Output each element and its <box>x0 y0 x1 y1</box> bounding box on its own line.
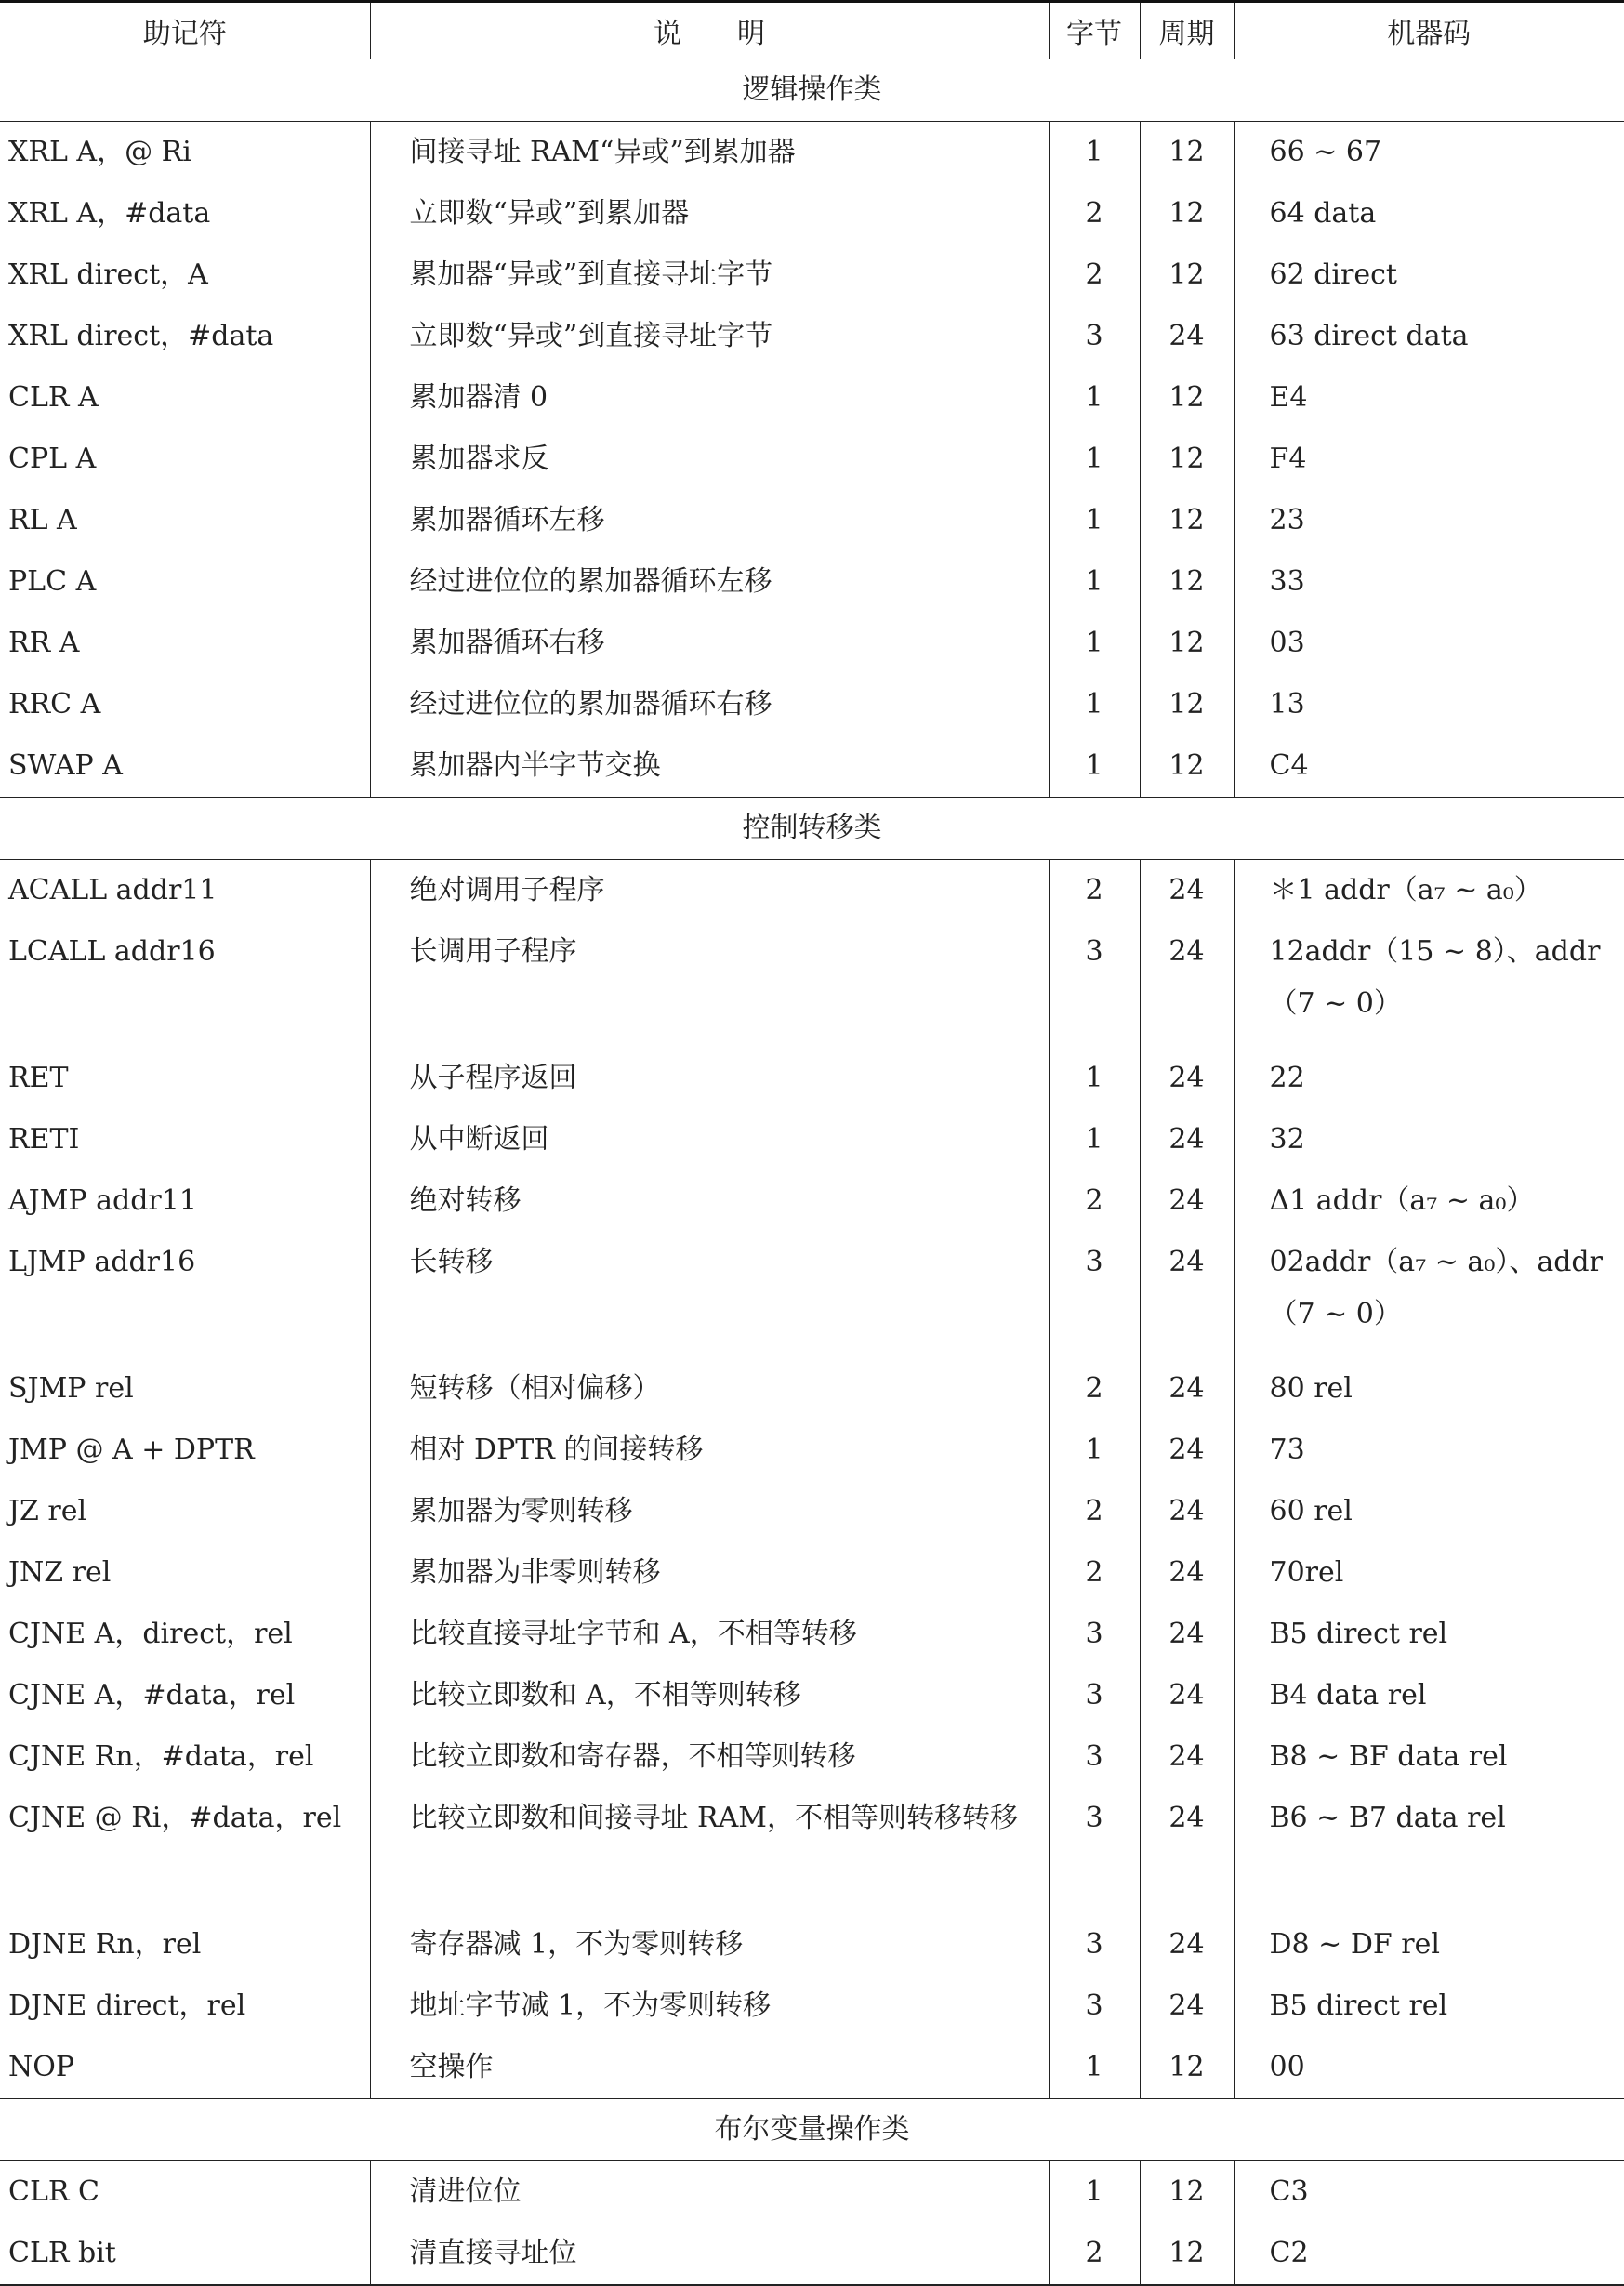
bytes-cell: 3 <box>1049 1726 1140 1788</box>
table-row <box>0 674 1624 735</box>
cycles-cell: 12 <box>1140 674 1234 735</box>
bytes-cell: 2 <box>1049 1542 1140 1604</box>
mnemonic-cell: SWAP A <box>8 749 123 782</box>
description-cell: 空操作 <box>370 2037 1049 2099</box>
mnemonic-cell: ACALL addr11 <box>8 874 218 906</box>
bytes-cell: 1 <box>1049 2161 1140 2224</box>
cycles-cell: 12 <box>1140 735 1234 798</box>
header-cycles: 周期 <box>1140 2 1234 59</box>
bytes-cell: 1 <box>1049 122 1140 184</box>
machine-code-cell: ＊1 addr（a₇ ~ a₀） <box>1234 860 1624 922</box>
table-row <box>0 1788 1624 1914</box>
cycles-cell: 24 <box>1140 860 1234 922</box>
table-row <box>0 306 1624 367</box>
section-row <box>0 798 1624 860</box>
cycles-cell: 24 <box>1140 1420 1234 1481</box>
bytes-cell: 1 <box>1049 551 1140 613</box>
bytes-cell: 1 <box>1049 1420 1140 1481</box>
bytes-cell: 1 <box>1049 367 1140 429</box>
machine-code-cell: E4 <box>1234 367 1624 429</box>
description-cell: 长转移 <box>370 1232 1049 1358</box>
table-row <box>0 1358 1624 1420</box>
machine-code-cell: 22 <box>1234 1048 1624 1109</box>
cycles-cell: 12 <box>1140 244 1234 306</box>
machine-code-cell: 63 direct data <box>1234 306 1624 367</box>
bytes-cell: 2 <box>1049 1358 1140 1420</box>
machine-code-cell: 60 rel <box>1234 1481 1624 1542</box>
description-cell: 累加器循环左移 <box>370 490 1049 551</box>
machine-code-cell: C2 <box>1234 2223 1624 2285</box>
machine-code-cell: 80 rel <box>1234 1358 1624 1420</box>
description-cell: 间接寻址 RAM“异或”到累加器 <box>370 122 1049 184</box>
cycles-cell: 24 <box>1140 1232 1234 1358</box>
mnemonic-cell: CLR bit <box>0 2223 370 2285</box>
mnemonic-cell: CJNE A，#data，rel <box>8 1679 296 1711</box>
header-machine-code: 机器码 <box>1234 2 1624 59</box>
machine-code-cell: 32 <box>1234 1109 1624 1170</box>
description-cell: 从中断返回 <box>370 1109 1049 1170</box>
table-row <box>0 551 1624 613</box>
section-title: 逻辑操作类 <box>0 59 1624 122</box>
machine-code-cell: 02addr（a₇ ~ a₀）、addr（7 ~ 0） <box>1234 1232 1624 1358</box>
mnemonic-cell: DJNE direct，rel <box>8 1989 246 2022</box>
machine-code-cell: B6 ~ B7 data rel <box>1234 1788 1624 1914</box>
cycles-cell: 24 <box>1140 1109 1234 1170</box>
bytes-cell: 3 <box>1049 1232 1140 1358</box>
bytes-cell: 1 <box>1049 613 1140 674</box>
description-cell: 比较直接寻址字节和 A，不相等转移 <box>370 1604 1049 1665</box>
mnemonic-cell: CJNE @ Ri，#data，rel <box>8 1802 342 1834</box>
description-cell: 绝对调用子程序 <box>370 860 1049 922</box>
bytes-cell: 2 <box>1049 1170 1140 1232</box>
table-row <box>0 2161 1624 2224</box>
description-cell: 绝对转移 <box>370 1170 1049 1232</box>
cycles-cell: 12 <box>1140 2037 1234 2099</box>
description-cell: 比较立即数和寄存器，不相等则转移 <box>370 1726 1049 1788</box>
table-row <box>0 1665 1624 1726</box>
cycles-cell: 24 <box>1140 921 1234 1048</box>
table-row <box>0 1048 1624 1109</box>
description-cell: 经过进位位的累加器循环左移 <box>370 551 1049 613</box>
bytes-cell: 1 <box>1049 1048 1140 1109</box>
bytes-cell: 2 <box>1049 1481 1140 1542</box>
table-row <box>0 2223 1624 2285</box>
table-row <box>0 1481 1624 1542</box>
cycles-cell: 24 <box>1140 1975 1234 2037</box>
cycles-cell: 12 <box>1140 613 1234 674</box>
mnemonic-cell: XRL direct，A <box>8 258 208 291</box>
machine-code-cell: B5 direct rel <box>1234 1975 1624 2037</box>
table-row <box>0 429 1624 490</box>
cycles-cell: 24 <box>1140 1726 1234 1788</box>
cycles-cell: 12 <box>1140 429 1234 490</box>
mnemonic-cell: CPL A <box>8 443 97 475</box>
cycles-cell: 24 <box>1140 1048 1234 1109</box>
bytes-cell: 3 <box>1049 1914 1140 1975</box>
cycles-cell: 24 <box>1140 1358 1234 1420</box>
mnemonic-cell: RL A <box>8 504 77 536</box>
description-cell: 比较立即数和 A，不相等则转移 <box>370 1665 1049 1726</box>
bytes-cell: 2 <box>1049 183 1140 244</box>
mnemonic-cell: CLR C <box>8 2175 99 2208</box>
description-cell: 清进位位 <box>370 2161 1049 2224</box>
table-row <box>0 1726 1624 1788</box>
cycles-cell: 24 <box>1140 1170 1234 1232</box>
table-row <box>0 244 1624 306</box>
mnemonic-cell: JMP @ A + DPTR <box>8 1434 255 1466</box>
section-title: 控制转移类 <box>0 798 1624 860</box>
bytes-cell: 2 <box>1049 244 1140 306</box>
header-description: 说 明 <box>370 2 1049 59</box>
mnemonic-cell: RET <box>8 1062 69 1094</box>
mnemonic-cell: CLR A <box>8 381 99 414</box>
mnemonic-cell: CJNE A，direct，rel <box>8 1618 293 1650</box>
section-row <box>0 59 1624 122</box>
bytes-cell: 1 <box>1049 429 1140 490</box>
description-cell: 累加器循环右移 <box>370 613 1049 674</box>
description-cell: 清直接寻址位 <box>370 2223 1049 2285</box>
mnemonic-cell: RR A <box>8 627 80 659</box>
table-row <box>0 1420 1624 1481</box>
bytes-cell: 1 <box>1049 490 1140 551</box>
mnemonic-cell: XRL A，@ Ri <box>8 136 191 168</box>
description-cell: 累加器为零则转移 <box>370 1481 1049 1542</box>
table-row <box>0 122 1624 184</box>
cycles-cell: 24 <box>1140 1914 1234 1975</box>
cycles-cell: 12 <box>1140 551 1234 613</box>
cycles-cell: 24 <box>1140 306 1234 367</box>
mnemonic-cell: RRC A <box>8 688 101 720</box>
mnemonic-cell: SJMP rel <box>8 1372 134 1405</box>
machine-code-cell: 70rel <box>1234 1542 1624 1604</box>
machine-code-cell: D8 ~ DF rel <box>1234 1914 1624 1975</box>
table-row <box>0 1109 1624 1170</box>
header-bytes: 字节 <box>1049 2 1140 59</box>
table-row <box>0 490 1624 551</box>
bytes-cell: 3 <box>1049 1975 1140 2037</box>
table-row <box>0 1914 1624 1975</box>
machine-code-cell: 73 <box>1234 1420 1624 1481</box>
machine-code-cell: 33 <box>1234 551 1624 613</box>
bytes-cell: 3 <box>1049 1665 1140 1726</box>
machine-code-cell: 03 <box>1234 613 1624 674</box>
machine-code-cell: 62 direct <box>1234 244 1624 306</box>
mnemonic-cell: LJMP addr16 <box>8 1246 196 1278</box>
machine-code-cell: C4 <box>1234 735 1624 798</box>
table-row <box>0 735 1624 798</box>
bytes-cell: 3 <box>1049 306 1140 367</box>
bytes-cell: 1 <box>1049 735 1140 798</box>
description-cell: 立即数“异或”到累加器 <box>370 183 1049 244</box>
description-cell: 累加器内半字节交换 <box>370 735 1049 798</box>
description-cell: 经过进位位的累加器循环右移 <box>370 674 1049 735</box>
section-row <box>0 2099 1624 2161</box>
table-row <box>0 367 1624 429</box>
header-mnemonic: 助记符 <box>0 2 370 59</box>
section-title: 布尔变量操作类 <box>0 2099 1624 2161</box>
mnemonic-cell: PLC A <box>8 565 97 598</box>
mnemonic-cell: XRL A，#data <box>8 197 211 230</box>
description-cell: 长调用子程序 <box>370 921 1049 1048</box>
bytes-cell: 1 <box>1049 2037 1140 2099</box>
machine-code-cell: 12addr（15 ~ 8）、addr（7 ~ 0） <box>1234 921 1624 1048</box>
cycles-cell: 24 <box>1140 1788 1234 1914</box>
cycles-cell: 12 <box>1140 122 1234 184</box>
cycles-cell: 12 <box>1140 183 1234 244</box>
cycles-cell: 24 <box>1140 1542 1234 1604</box>
mnemonic-cell: DJNE Rn，rel <box>8 1928 202 1961</box>
machine-code-cell: 23 <box>1234 490 1624 551</box>
table-row <box>0 183 1624 244</box>
table-row <box>0 1975 1624 2037</box>
mnemonic-cell: AJMP addr11 <box>8 1184 197 1217</box>
mnemonic-cell: LCALL addr16 <box>8 935 216 968</box>
table-row <box>0 1232 1624 1358</box>
description-cell: 地址字节减 1，不为零则转移 <box>370 1975 1049 2037</box>
mnemonic-cell: XRL direct，#data <box>8 320 274 352</box>
machine-code-cell: F4 <box>1234 429 1624 490</box>
description-cell: 从子程序返回 <box>370 1048 1049 1109</box>
bytes-cell: 3 <box>1049 1604 1140 1665</box>
mnemonic-cell: NOP <box>8 2051 75 2083</box>
bytes-cell: 2 <box>1049 860 1140 922</box>
table-row <box>0 921 1624 1048</box>
description-cell: 累加器为非零则转移 <box>370 1542 1049 1604</box>
cycles-cell: 24 <box>1140 1604 1234 1665</box>
table-row <box>0 860 1624 922</box>
table-row <box>0 1542 1624 1604</box>
description-cell: 累加器“异或”到直接寻址字节 <box>370 244 1049 306</box>
description-cell: 短转移（相对偏移） <box>370 1358 1049 1420</box>
description-cell: 相对 DPTR 的间接转移 <box>370 1420 1049 1481</box>
cycles-cell: 12 <box>1140 2161 1234 2224</box>
machine-code-cell: 13 <box>1234 674 1624 735</box>
machine-code-cell: Δ1 addr（a₇ ~ a₀） <box>1234 1170 1624 1232</box>
bytes-cell: 3 <box>1049 1788 1140 1914</box>
mnemonic-cell: JZ rel <box>8 1495 87 1527</box>
table-row <box>0 613 1624 674</box>
cycles-cell: 12 <box>1140 2223 1234 2285</box>
mnemonic-cell: JNZ rel <box>8 1556 112 1589</box>
cycles-cell: 12 <box>1140 367 1234 429</box>
bytes-cell: 3 <box>1049 921 1140 1048</box>
machine-code-cell: B8 ~ BF data rel <box>1234 1726 1624 1788</box>
cycles-cell: 24 <box>1140 1481 1234 1542</box>
machine-code-cell: B4 data rel <box>1234 1665 1624 1726</box>
bytes-cell: 2 <box>1049 2223 1140 2285</box>
cycles-cell: 12 <box>1140 490 1234 551</box>
description-cell: 立即数“异或”到直接寻址字节 <box>370 306 1049 367</box>
description-cell: 寄存器减 1，不为零则转移 <box>370 1914 1049 1975</box>
machine-code-cell: 00 <box>1234 2037 1624 2099</box>
bytes-cell: 1 <box>1049 674 1140 735</box>
description-cell: 比较立即数和间接寻址 RAM，不相等则转移转移 <box>370 1788 1049 1914</box>
bytes-cell: 1 <box>1049 1109 1140 1170</box>
mnemonic-cell: RETI <box>8 1123 80 1156</box>
description-cell: 累加器求反 <box>370 429 1049 490</box>
table-row <box>0 1604 1624 1665</box>
cycles-cell: 24 <box>1140 1665 1234 1726</box>
table-row <box>0 2037 1624 2099</box>
mnemonic-cell: CJNE Rn，#data，rel <box>8 1740 314 1773</box>
machine-code-cell: 66 ~ 67 <box>1234 122 1624 184</box>
table-header-row <box>0 2 1624 59</box>
machine-code-cell: C3 <box>1234 2161 1624 2224</box>
machine-code-cell: 64 data <box>1234 183 1624 244</box>
machine-code-cell: B5 direct rel <box>1234 1604 1624 1665</box>
table-row <box>0 1170 1624 1232</box>
description-cell: 累加器清 0 <box>370 367 1049 429</box>
